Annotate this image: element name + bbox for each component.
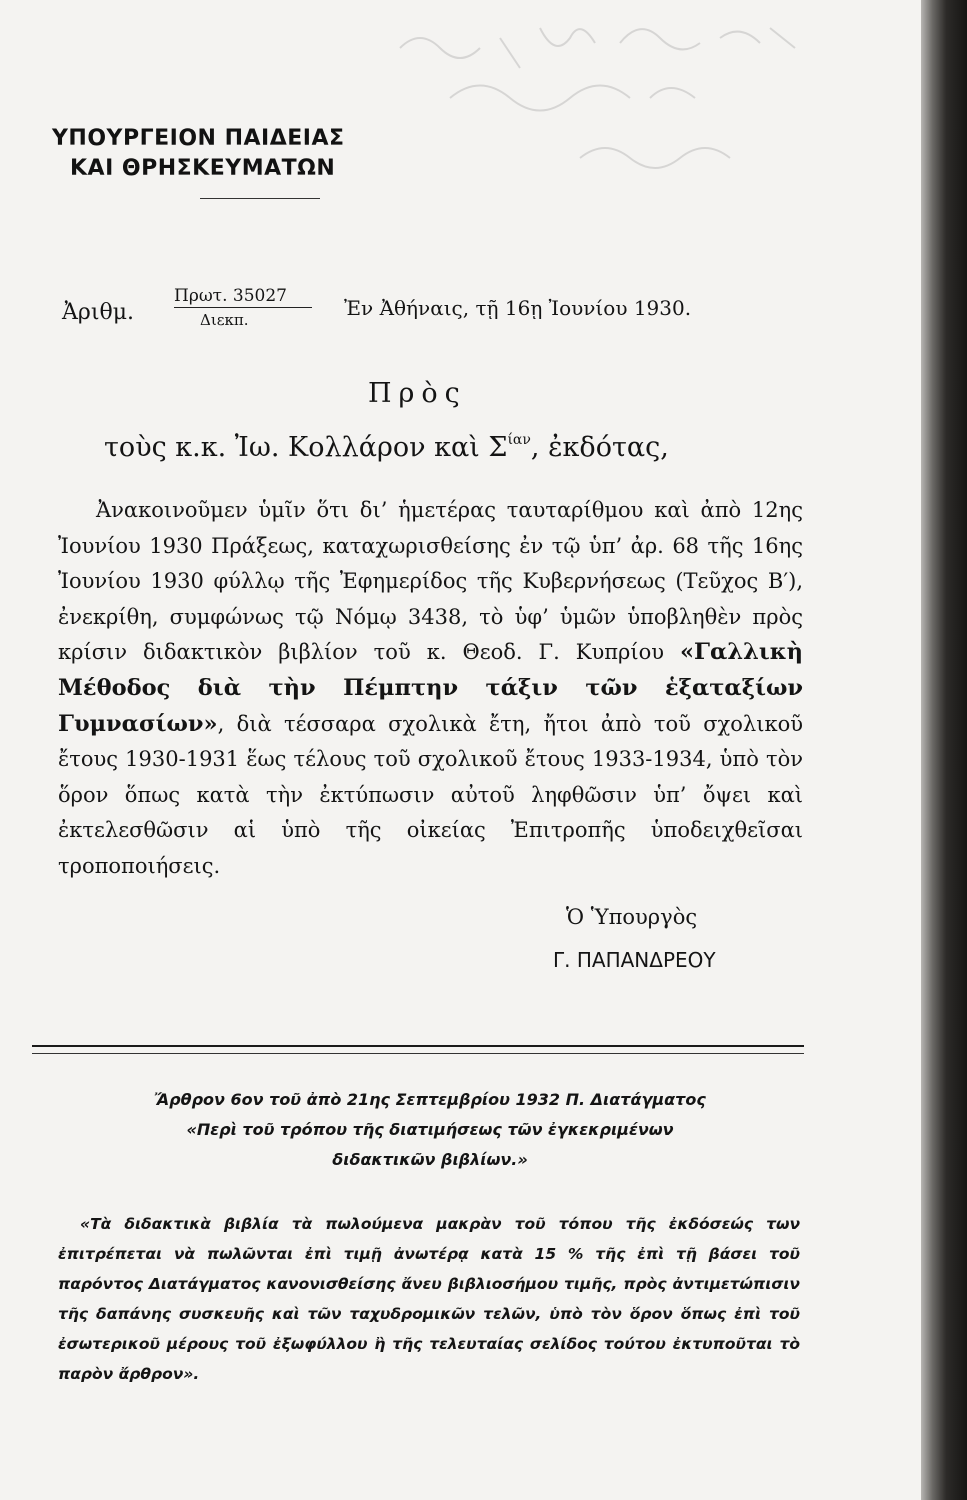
- pencil-annotation: [390, 8, 870, 198]
- body-part-1: Ἀνακοινοῦμεν ὑμῖν ὅτι δι’ ἡμετέρας ταυταρίθμου καὶ ἀπὸ 12ης Ἰουνίου 1930 Πράξεως, καταχωρισθείσης ἐν τῷ ὑπ’ ἀρ. 68 τῆς 16ης Ἰουνίου 1930 φύλλῳ τῆς Ἐφημερίδος τῆς Κυβερνήσεως (Τεῦχος Β′), ἐνεκρίθη, συμφώνως τῷ Νόμῳ 3438, τὸ ὑφ’ ὑμῶν ὑποβληθὲν πρὸς κρίσιν διδακτικὸν βιβλίον τοῦ κ. Θεοδ. Γ. Κυπρίου: [58, 498, 803, 665]
- note-heading: [60, 1085, 800, 1175]
- binding-edge: [921, 0, 967, 1500]
- signature-title: Ὁ Ὑπουργὸς: [566, 905, 698, 929]
- addressee-role: , ἐκδότας,: [530, 432, 669, 463]
- dispatch-number: Διεκπ.: [200, 311, 249, 329]
- body-part-2: , διὰ τέσσαρα σχολικὰ ἔτη, ἤτοι ἀπὸ τοῦ σχολικοῦ ἔτους 1930-1931 ἕως τέλους τοῦ σχολικοῦ ἔτους 1933-1934, ὑπὸ τὸν ὅρον ὅπως κατὰ τὴν ἐκτύπωσιν αὐτοῦ ληφθῶσιν ὑπ’ ὄψει καὶ ἐκτελεσθῶσιν αἱ ὑπὸ τῆς οἰκείας Ἐπιτροπῆς ὑποδειχθεῖσαι τροποποιήσεις.: [58, 711, 803, 878]
- note-body: «Τὰ διδακτικὰ βιβλία τὰ πωλούμενα μακρὰν τοῦ τόπου τῆς ἐκδόσεώς των ἐπιτρέπεται νὰ πωλῶνται ἐπὶ τιμῇ ἀνωτέρᾳ κατὰ 15 % τῆς ἐπὶ τῇ βάσει τοῦ παρόντος Διατάγματος κανονισθείσης ἄνευ βιβλιοσήμου τιμῆς, πρὸς ἀντιμετώπισιν τῆς δαπάνης συσκευῆς καὶ τῶν ταχυδρομικῶν τελῶν, ὑπὸ τὸν ὅρον ὅπως ἐπὶ τοῦ ἐσωτερικοῦ μέρους τοῦ ἐξωφύλλου ἢ τῆς τελευταίας σελίδος τούτου ἐκτυποῦται τὸ παρὸν ἄρθρον».: [58, 1215, 800, 1383]
- reference-fraction: [174, 286, 312, 329]
- document-date: Ἐν Ἀθήναις, τῇ 16ῃ Ἰουνίου 1930.: [344, 296, 692, 320]
- fraction-bar: [174, 307, 312, 308]
- to-heading: Πρὸς: [368, 378, 467, 409]
- ministry-line-2: ΚΑΙ ΘΡΗΣΚΕΥΜΑΤΩΝ: [70, 156, 336, 181]
- reference-label: Ἀριθμ.: [62, 300, 134, 325]
- addressee-text: τοὺς κ.κ. Ἰω. Κολλάρον καὶ Σ: [104, 432, 508, 463]
- addressee: [104, 432, 669, 463]
- addressee-superscript: ίαν: [507, 432, 531, 448]
- note-heading-line-3: διδακτικῶν βιβλίων.»: [332, 1150, 528, 1169]
- letter-body: [58, 493, 803, 885]
- section-divider: [32, 1045, 804, 1054]
- note-heading-line-2: «Περὶ τοῦ τρόπου τῆς διατιμήσεως τῶν ἐγκεκριμένων: [186, 1120, 674, 1139]
- ministry-line-1: ΥΠΟΥΡΓΕΙΟΝ ΠΑΙΔΕΙΑΣ: [52, 126, 345, 151]
- book-title: «Γαλλικὴ Μέθοδος διὰ τὴν Πέμπτην τάξιν τῶν ἑξαταξίων Γυμνασίων»: [58, 639, 803, 737]
- ministry-header: [52, 124, 345, 184]
- note-heading-line-1: Ἄρθρον 6ον τοῦ ἀπὸ 21ης Σεπτεμβρίου 1932 Π. Διατάγματος: [154, 1090, 706, 1109]
- signature-name: Γ. ΠΑΠΑΝΔΡΕΟΥ: [553, 948, 716, 972]
- protocol-number: Πρωτ. 35027: [174, 286, 287, 306]
- header-divider: [200, 198, 320, 199]
